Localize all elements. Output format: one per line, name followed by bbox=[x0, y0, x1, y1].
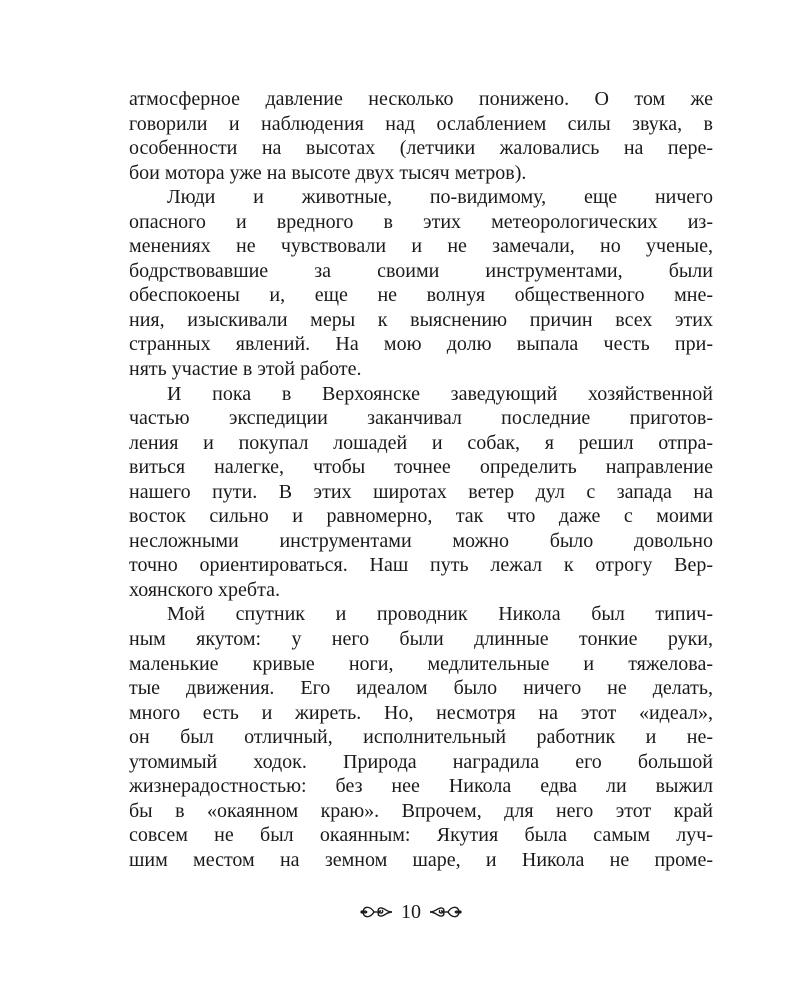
fleuron-left-icon bbox=[359, 903, 393, 921]
text-line: восток сильно и равномерно, так что даже с моими bbox=[129, 505, 713, 528]
text-line: точно ориентироваться. Наш путь лежал к отрогу Вер- bbox=[129, 554, 713, 577]
page-footer bbox=[0, 900, 800, 927]
text-line: странных явлений. На мою долю выпала честь при- bbox=[129, 333, 713, 356]
text-line: ным якутом: у него были длинные тонкие руки, bbox=[129, 628, 713, 651]
text-line: опасного и вредного в этих метеорологических из- bbox=[129, 210, 713, 233]
text-line: много есть и жиреть. Но, несмотря на этот «идеал», bbox=[129, 701, 713, 724]
text-line: частью экспедиции заканчивал последние приготов- bbox=[129, 407, 713, 430]
text-line: ления и покупал лошадей и собак, я решил отпра- bbox=[129, 431, 713, 454]
text-line: бы в «окаянном краю». Впрочем, для него этот край bbox=[129, 799, 713, 822]
paragraph bbox=[129, 602, 713, 872]
text-line: нашего пути. В этих широтах ветер дул с запада на bbox=[129, 480, 713, 503]
fleuron-right-icon bbox=[429, 903, 463, 921]
text-line: обеспокоены и, еще не волнуя общественного мне- bbox=[129, 284, 713, 307]
text-line: Люди и животные, по-видимому, еще ничего bbox=[167, 186, 713, 209]
text-line: совсем не был окаянным: Якутия была самым луч- bbox=[129, 824, 713, 847]
paragraph bbox=[129, 87, 713, 185]
text-line: ния, изыскивали меры к выяснению причин всех этих bbox=[129, 308, 713, 331]
text-line: шим местом на земном шаре, и Никола не проме- bbox=[129, 848, 713, 871]
text-line: бодрствовавшие за своими инструментами, были bbox=[129, 259, 713, 282]
text-line: виться налегке, чтобы точнее определить направление bbox=[129, 456, 713, 479]
text-line: тые движения. Его идеалом было ничего не делать, bbox=[129, 677, 713, 700]
text-line: особенности на высотах (летчики жаловались на пере- bbox=[129, 137, 713, 160]
text-line: И пока в Верхоянске заведующий хозяйственной bbox=[167, 382, 713, 405]
text-line: бои мотора уже на высоте двух тысяч метров). bbox=[129, 161, 527, 184]
page-body-text bbox=[129, 87, 713, 873]
text-line: хоянского хребта. bbox=[129, 578, 280, 601]
text-line: маленькие кривые ноги, медлительные и тяжелова- bbox=[129, 652, 713, 675]
text-line: жизнерадостностью: без нее Никола едва ли выжил bbox=[129, 775, 713, 798]
text-line: нять участие в этой работе. bbox=[129, 358, 362, 381]
paragraph bbox=[129, 185, 713, 381]
text-line: говорили и наблюдения над ослаблением силы звука, в bbox=[129, 112, 713, 135]
page-number: 10 bbox=[401, 901, 421, 923]
text-line: несложными инструментами можно было довольно bbox=[129, 529, 713, 552]
text-line: утомимый ходок. Природа наградила его большой bbox=[129, 750, 713, 773]
text-line: менениях не чувствовали и не замечали, но ученые, bbox=[129, 235, 713, 258]
text-line: он был отличный, исполнительный работник и не- bbox=[129, 726, 713, 749]
text-line: Мой спутник и проводник Никола был типич- bbox=[167, 603, 713, 626]
paragraph bbox=[129, 382, 713, 603]
text-line: атмосферное давление несколько понижено. О том же bbox=[129, 88, 713, 110]
